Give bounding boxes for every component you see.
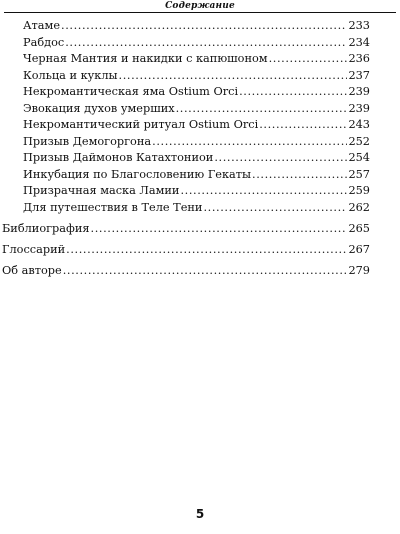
toc-entry-page: 259 (348, 184, 370, 197)
toc-entry (23, 183, 370, 198)
toc-entry (23, 167, 370, 182)
toc-entry (23, 68, 370, 83)
toc-entry-title: Кольца и куклы (23, 68, 118, 82)
toc-entry-title: Некромантическая яма Ostium Orci (23, 85, 239, 98)
dot-leader (65, 35, 347, 50)
toc-entry-top-level (2, 263, 370, 278)
toc-entry-page: 252 (348, 134, 370, 148)
toc-entry-page: 267 (348, 243, 370, 256)
toc-entry-top-level (2, 242, 370, 257)
toc-entry (23, 18, 370, 33)
toc-entry (23, 35, 370, 50)
header-rule (4, 12, 396, 13)
toc-entry-page: 265 (348, 222, 370, 235)
toc-entry-title: Библиография (2, 222, 90, 235)
toc-entry-page: 257 (348, 167, 370, 181)
toc-entry (23, 200, 370, 215)
toc-entry-page: 243 (348, 118, 370, 131)
toc-entry (23, 117, 370, 132)
toc-entry-title: Для путешествия в Теле Тени (23, 200, 203, 214)
toc-entry-title: Призыв Демогоргона (23, 134, 152, 148)
toc-entry-page: 279 (348, 264, 370, 277)
toc-entry (23, 101, 370, 116)
dot-leader (252, 167, 347, 182)
toc-entry-title: Призрачная маска Ламии (23, 184, 180, 197)
toc-entry-title: Инкубация по Благословению Гекаты (23, 167, 252, 181)
running-header: Содержание (165, 1, 235, 11)
toc-entry-page: 262 (348, 200, 370, 214)
dot-leader (61, 18, 347, 33)
toc-entry-page: 239 (348, 101, 370, 115)
toc-entry-title: Некромантический ритуал Ostium Orci (23, 118, 259, 131)
dot-leader (152, 134, 347, 149)
dot-leader (180, 183, 347, 198)
dot-leader (203, 200, 347, 215)
toc-entry-title: Глоссарий (2, 243, 66, 256)
dot-leader (66, 242, 347, 257)
toc-entry-title: Рабдос (23, 35, 65, 49)
dot-leader (259, 117, 347, 132)
toc-entry-title: Об авторе (2, 264, 62, 277)
toc-entry-page: 236 (348, 52, 370, 65)
toc-entry-page: 237 (348, 68, 370, 82)
dot-leader (176, 101, 348, 116)
toc-entry-page: 254 (348, 151, 370, 164)
page-number: 5 (195, 507, 205, 521)
toc-entry-page: 233 (348, 19, 370, 32)
dot-leader (239, 84, 347, 99)
toc-entry (23, 134, 370, 149)
dot-leader (214, 150, 347, 165)
toc-entry (23, 84, 370, 99)
toc-entry-title: Эвокация духов умерших (23, 101, 175, 115)
toc-entry-title: Атаме (23, 19, 61, 32)
toc-entry-page: 234 (348, 35, 370, 49)
toc-entry (23, 150, 370, 165)
toc-entry-title: Черная Мантия и накидки с капюшоном (23, 52, 268, 65)
dot-leader (269, 51, 348, 66)
dot-leader (63, 263, 348, 278)
toc-entry-top-level (2, 221, 370, 236)
toc-entry (23, 51, 370, 66)
dot-leader (119, 68, 348, 83)
toc-entry-title: Призыв Даймонов Катахтониои (23, 151, 214, 164)
dot-leader (91, 221, 348, 236)
toc-entry-page: 239 (348, 85, 370, 98)
